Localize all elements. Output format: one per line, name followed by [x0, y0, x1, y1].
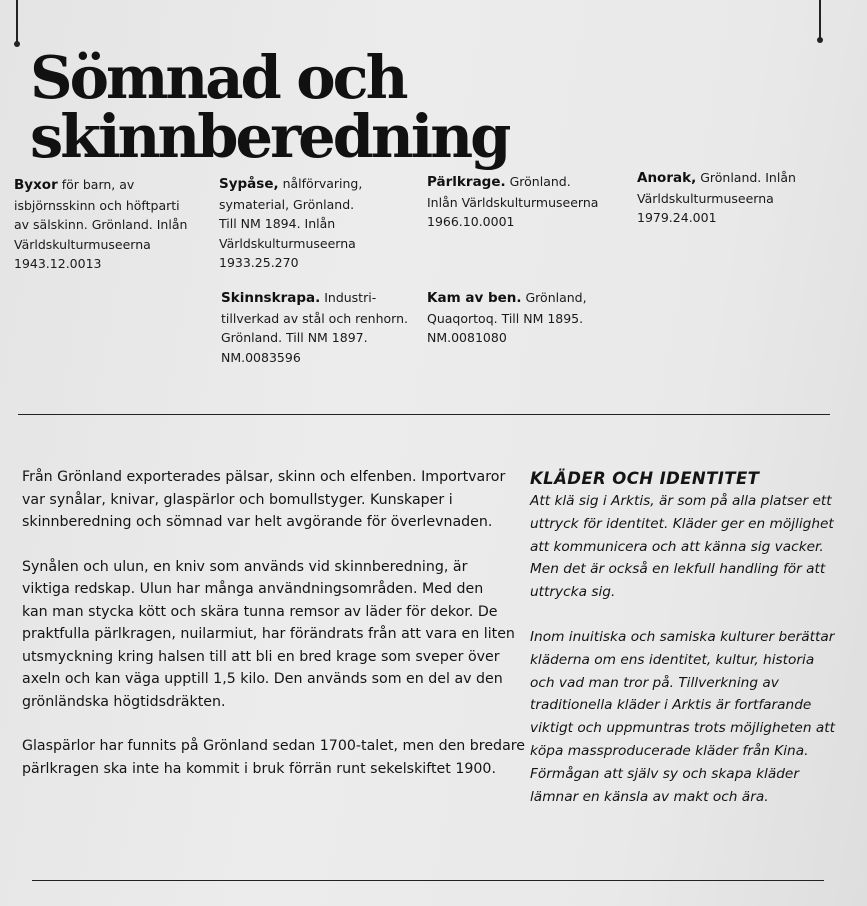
object-name: Kam av ben.	[427, 290, 522, 306]
paragraph: Från Grönland exporterades pälsar, skinn och elfenben. Importvaror var synålar, knivar, glaspärlor och bomullstyger. Kunskaper i skinnberedning och sömnad var helt avgörande för överlevnaden.	[22, 469, 506, 530]
hanging-wire-left	[16, 0, 18, 44]
object-name: Skinnskrapa.	[221, 290, 321, 306]
paragraph: Synålen och ulun, en kniv som används vid skinnberedning, är viktiga redskap. Ulun har många användningsområden. Med den kan man stycka kött och skära tunna remsor av läder för dekor. De praktfulla pärlkragen, nuilarmiut, har förändrats från att vara en liten utsmyckning kring halsen till att bli en bred krage som sveper över axeln och kan väga upptill 1,5 kilo. Den används som en del av den grönländska högtidsdräkten.	[22, 558, 515, 710]
divider-top	[18, 414, 830, 415]
object-label-anorak: Anorak, Grönland. Inlån Världskulturmuseerna 1979.24.001	[637, 170, 796, 225]
divider-bottom	[32, 880, 824, 881]
object-name: Byxor	[14, 177, 58, 193]
paragraph: Att klä sig i Arktis, är som på alla platser ett uttryck för identitet. Kläder ger en möjlighet att kommunicera och att känna sig vacker. Men det är också en lekfull handling för att uttrycka sig.	[530, 493, 834, 601]
hanging-wire-right	[819, 0, 821, 40]
object-label-skinnskrapa: Skinnskrapa. Industri- tillverkad av stål och renhorn. Grönland. Till NM 1897. NM.0083596	[221, 290, 408, 365]
paragraph: Glaspärlor har funnits på Grönland sedan 1700-talet, men den bredare pärlkragen ska inte ha kommit i bruk förrän runt sekelskiftet 1900.	[22, 738, 526, 777]
sidebar-text	[530, 468, 850, 830]
object-label-sypase: Sypåse, nålförvaring, symaterial, Grönland. Till NM 1894. Inlån Världskulturmuseerna 1933.25.270	[219, 176, 363, 270]
object-name: Sypåse,	[219, 176, 279, 192]
main-text	[22, 466, 526, 802]
paragraph: Inom inuitiska och samiska kulturer berättar kläderna om ens identitet, kultur, historia och vad man tror på. Tillverkning av traditionella kläder i Arktis är fortfarande viktigt och uppmuntras trots möjligheten att köpa massproducerade kläder från Kina. Förmågan att själv sy och skapa kläder lämnar en känsla av makt och ära.	[530, 628, 835, 805]
object-name: Pärlkrage.	[427, 174, 506, 190]
object-label-kam: Kam av ben. Grönland, Quaqortoq. Till NM 1895. NM.0081080	[427, 290, 587, 345]
object-label-parlkrage: Pärlkrage. Grönland. Inlån Världskulturmuseerna 1966.10.0001	[427, 174, 599, 229]
page-title: Sömnad och skinnberedning	[30, 43, 509, 171]
object-name: Anorak,	[637, 170, 697, 186]
object-label-byxor: Byxor för barn, av isbjörnsskinn och höftparti av sälskinn. Grönland. Inlån Världskulturmuseerna 1943.12.0013	[14, 177, 188, 271]
sidebar-heading: KLÄDER OCH IDENTITET	[530, 469, 760, 488]
